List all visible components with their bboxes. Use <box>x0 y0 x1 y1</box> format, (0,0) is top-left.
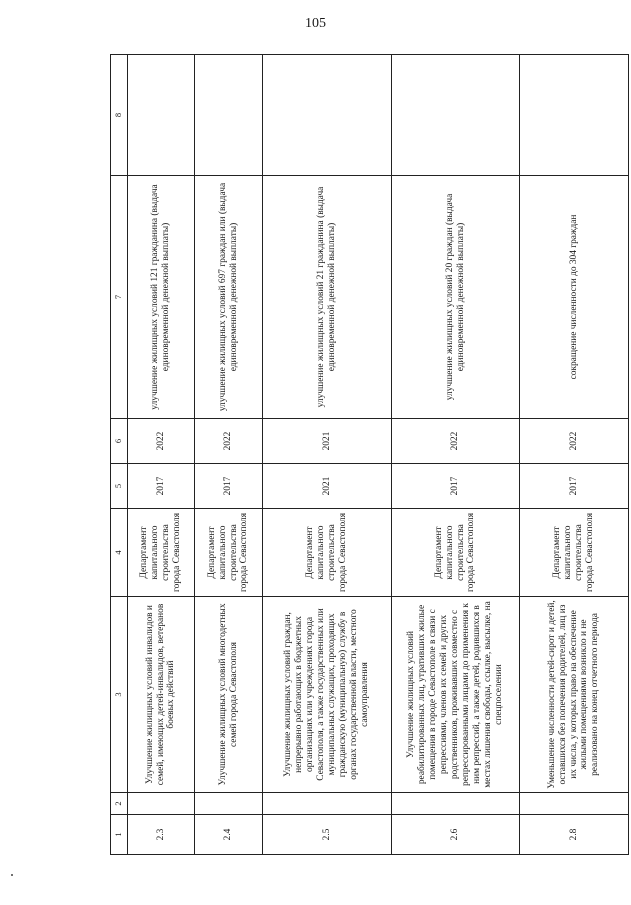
rotated-table-container <box>110 55 610 855</box>
table-row <box>195 55 263 855</box>
row-start-year: 2017 <box>520 464 629 509</box>
table-row <box>520 55 629 855</box>
row-col2 <box>520 793 629 815</box>
row-col8 <box>128 55 195 176</box>
row-number: 2.5 <box>263 815 392 855</box>
row-end-year: 2022 <box>195 419 263 464</box>
program-measures-table <box>110 54 629 855</box>
column-number-1: 1 <box>111 815 128 855</box>
row-description: Улучшение жилищных условий граждан, непрерывно работающих в бюджетных организациях или учреждениях города Севастополя, а также государственных или муниципальных служащих, проходящих гражданскую (муниципальную) службу в органах государственной власти, местного самоуправления <box>263 597 392 793</box>
page-number: 105 <box>305 16 326 31</box>
row-end-year: 2022 <box>392 419 520 464</box>
row-description: Улучшение жилищных условий реабилитированных лиц, утративших жилые помещения в городе Севастополе в связи с репрессиями, членов их семей и других родственников, проживавших совместно с репрессированными лицами до применения к ним репрессий, а также детей, родившихся в местах лишения свободы, ссылке, высылке, на спецпоселении <box>392 597 520 793</box>
table-header-row <box>111 55 128 855</box>
column-number-7: 7 <box>111 176 128 419</box>
row-col2 <box>263 793 392 815</box>
row-description: Улучшение жилищных условий инвалидов и семей, имеющих детей-инвалидов, ветеранов боевых действий <box>128 597 195 793</box>
row-start-year: 2017 <box>128 464 195 509</box>
row-executor: Департамент капитального строительства города Севастополя <box>263 509 392 597</box>
row-start-year: 2017 <box>392 464 520 509</box>
row-number: 2.3 <box>128 815 195 855</box>
row-end-year: 2021 <box>263 419 392 464</box>
row-executor: Департамент капитального строительства города Севастополя <box>520 509 629 597</box>
column-number-3: 3 <box>111 597 128 793</box>
row-col8 <box>520 55 629 176</box>
row-executor: Департамент капитального строительства города Севастополя <box>128 509 195 597</box>
row-col2 <box>195 793 263 815</box>
row-col2 <box>128 793 195 815</box>
row-result: улучшение жилищных условий 697 граждан или (выдача единовременной денежной выплаты) <box>195 176 263 419</box>
table-row <box>392 55 520 855</box>
scan-speck <box>11 874 13 876</box>
column-number-8: 8 <box>111 55 128 176</box>
row-description: Улучшение жилищных условий многодетных семей города Севастополя <box>195 597 263 793</box>
row-end-year: 2022 <box>128 419 195 464</box>
row-result: улучшение жилищных условий 121 гражданина (выдача единовременной денежной выплаты) <box>128 176 195 419</box>
column-number-4: 4 <box>111 509 128 597</box>
row-start-year: 2017 <box>195 464 263 509</box>
column-number-2: 2 <box>111 793 128 815</box>
column-number-5: 5 <box>111 464 128 509</box>
table-row <box>263 55 392 855</box>
row-start-year: 2021 <box>263 464 392 509</box>
row-col8 <box>263 55 392 176</box>
row-col2 <box>392 793 520 815</box>
row-end-year: 2022 <box>520 419 629 464</box>
row-executor: Департамент капитального строительства города Севастополя <box>195 509 263 597</box>
row-number: 2.6 <box>392 815 520 855</box>
row-description: Уменьшение численности детей-сирот и детей, оставшихся без попечения родителей, лиц из их числа, у которых право на обеспечение жилыми помещениями возникло и не реализовано на конец отчетного периода <box>520 597 629 793</box>
row-col8 <box>195 55 263 176</box>
row-executor: Департамент капитального строительства города Севастополя <box>392 509 520 597</box>
row-result: улучшение жилищных условий 21 гражданина (выдача единовременной денежной выплаты) <box>263 176 392 419</box>
row-number: 2.4 <box>195 815 263 855</box>
table-row <box>128 55 195 855</box>
row-col8 <box>392 55 520 176</box>
column-number-6: 6 <box>111 419 128 464</box>
row-result: улучшение жилищных условий 20 граждан (выдача единовременной денежной выплаты) <box>392 176 520 419</box>
row-number: 2.8 <box>520 815 629 855</box>
row-result: сокращение численности до 304 граждан <box>520 176 629 419</box>
